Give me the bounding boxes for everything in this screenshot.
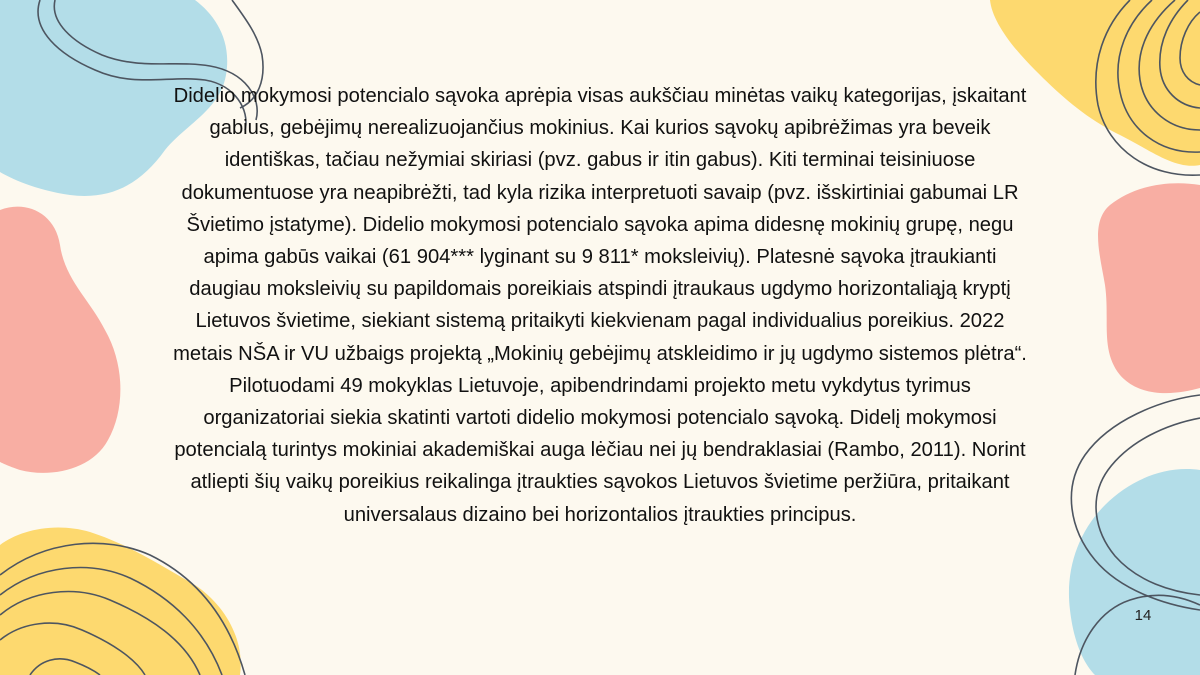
pink-blob-right (1098, 183, 1200, 393)
pink-blob-left (0, 207, 120, 473)
page-number: 14 (1134, 607, 1152, 624)
slide-body-paragraph: Didelio mokymosi potencialo sąvoka aprėpia visas aukščiau minėtas vaikų kategorijas, įskaitant gabius, gebėjimų nerealizuojančius mokinius. Kai kurios sąvokų apibrėžimas yra beveik identiškas, tačiau nežymiai skiriasi (pvz. gabus ir itin gabus). Kiti terminai teisiniuose dokumentuose yra neapibrėžti, tad kyla rizika interpretuoti savaip (pvz. išskirtiniai gabumai LR Švietimo įstatyme). Didelio mokymosi potencialo sąvoka apima didesnę mokinių grupę, negu apima gabūs vaikai (61 904*** lyginant su 9 811* moksleivių). Platesnė sąvoka įtraukianti daugiau moksleivių su papildomais poreikiais atspindi įtraukaus ugdymo horizontaliąją kryptį Lietuvos švietime, siekiant sistemą pritaikyti kiekvienam pagal individualius poreikius. 2022 metais NŠA ir VU užbaigs projektą „Mokinių gebėjimų atskleidimo ir jų ugdymo sistemos plėtra“. Pilotuodami 49 mokyklas Lietuvoje, apibendrindami projekto metu vykdytus tyrimus organizatoriai siekia skatinti vartoti didelio mokymosi potencialo sąvoką. Didelį mokymosi potencialą turintys mokiniai akademiškai auga lėčiau nei jų bendraklasiai (Rambo, 2011). Norint atliepti šių vaikų poreikius reikalinga įtraukties sąvokos Lietuvos švietime peržiūra, pritaikant universalaus dizaino bei horizontalios įtraukties principus. (173, 85, 1027, 526)
blue-blob-bottom-right (1069, 469, 1200, 675)
yellow-blob-bottom-left (0, 528, 241, 675)
